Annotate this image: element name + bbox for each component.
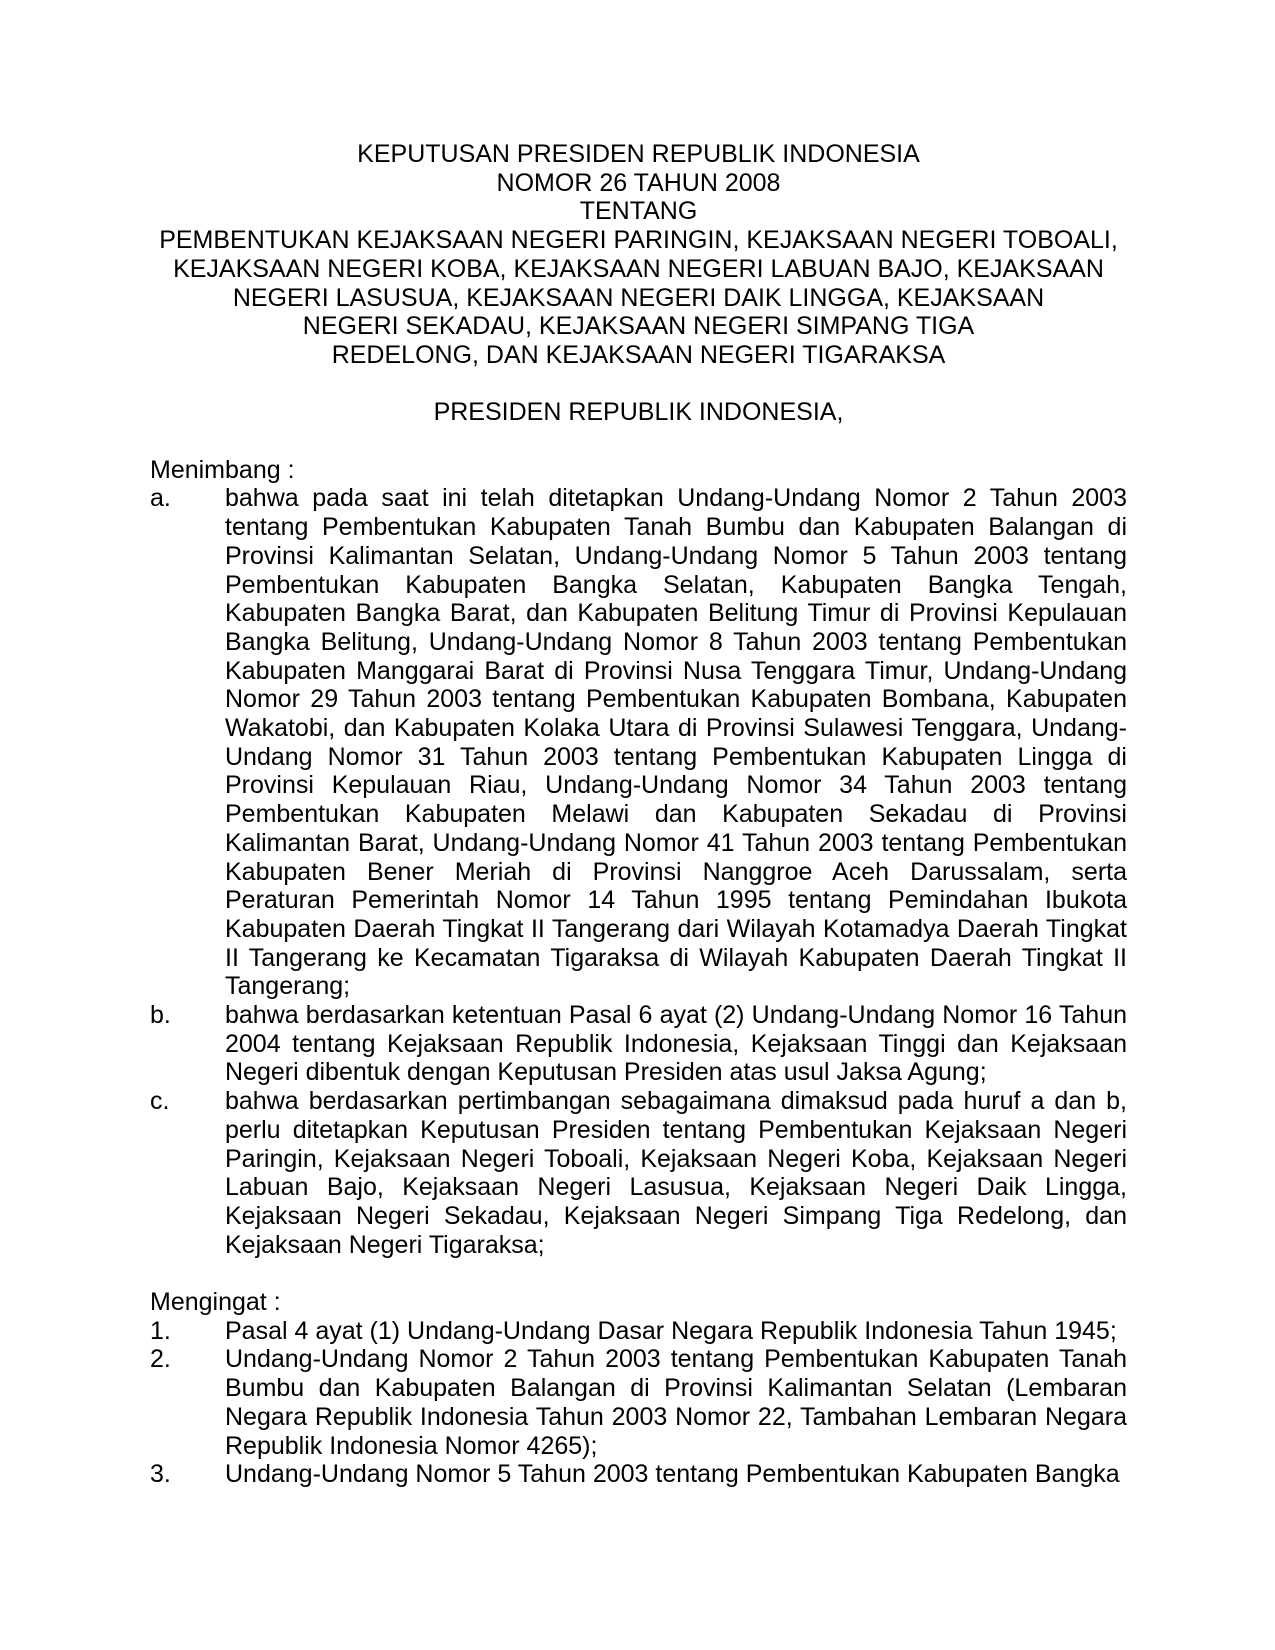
mengingat-item-3 <box>150 1460 1127 1489</box>
mengingat-item-3-marker: 3. <box>150 1460 171 1489</box>
spacer <box>150 1259 1127 1288</box>
mengingat-item-2 <box>150 1345 1127 1460</box>
mengingat-item-1-marker: 1. <box>150 1316 171 1345</box>
document-title <box>150 140 1127 370</box>
title-line-5: KEJAKSAAN NEGERI KOBA, KEJAKSAAN NEGERI LABUAN BAJO, KEJAKSAAN <box>173 254 1104 283</box>
mengingat-item-2-marker: 2. <box>150 1345 171 1374</box>
menimbang-item-c-text: bahwa berdasarkan pertimbangan sebagaimana dimaksud pada huruf a dan b, perlu ditetapkan Keputusan Presiden tentang Pembentukan Kejaksaan Negeri Paringin, Kejaksaan Negeri Toboali, Kejaksaan Negeri Koba, Kejaksaan Negeri Labuan Bajo, Kejaksaan Negeri Lasusua, Kejaksaan Negeri Daik Lingga, Kejaksaan Negeri Sekadau, Kejaksaan Negeri Simpang Tiga Redelong, dan Kejaksaan Negeri Tigaraksa; <box>225 1087 1127 1259</box>
title-line-3: TENTANG <box>579 197 698 226</box>
menimbang-item-a-marker: a. <box>150 484 171 513</box>
menimbang-item-c-marker: c. <box>150 1087 170 1116</box>
spacer <box>150 427 1127 456</box>
title-line-6: NEGERI LASUSUA, KEJAKSAAN NEGERI DAIK LINGGA, KEJAKSAAN <box>232 283 1045 312</box>
menimbang-item-b <box>150 1001 1127 1087</box>
menimbang-item-a <box>150 484 1127 1001</box>
menimbang-item-a-text: bahwa pada saat ini telah ditetapkan Undang-Undang Nomor 2 Tahun 2003 tentang Pembentukan Kabupaten Tanah Bumbu dan Kabupaten Balangan di Provinsi Kalimantan Selatan, Undang-Undang Nomor 5 Tahun 2003 tentang Pembentukan Kabupaten Bangka Selatan, Kabupaten Bangka Tengah, Kabupaten Bangka Barat, dan Kabupaten Belitung Timur di Provinsi Kepulauan Bangka Belitung, Undang-Undang Nomor 8 Tahun 2003 tentang Pembentukan Kabupaten Manggarai Barat di Provinsi Nusa Tenggara Timur, Undang-Undang Nomor 29 Tahun 2003 tentang Pembentukan Kabupaten Bombana, Kabupaten Wakatobi, dan Kabupaten Kolaka Utara di Provinsi Sulawesi Tenggara, Undang-Undang Nomor 31 Tahun 2003 tentang Pembentukan Kabupaten Lingga di Provinsi Kepulauan Riau, Undang-Undang Nomor 34 Tahun 2003 tentang Pembentukan Kabupaten Melawi dan Kabupaten Sekadau di Provinsi Kalimantan Barat, Undang-Undang Nomor 41 Tahun 2003 tentang Pembentukan Kabupaten Bener Meriah di Provinsi Nanggroe Aceh Darussalam, serta Peraturan Pemerintah Nomor 14 Tahun 1995 tentang Pemindahan Ibukota Kabupaten Daerah Tingkat II Tangerang dari Wilayah Kotamadya Daerah Tingkat II Tangerang ke Kecamatan Tigaraksa di Wilayah Kabupaten Daerah Tingkat II Tangerang; <box>225 484 1127 1001</box>
menimbang-label: Menimbang : <box>150 455 295 484</box>
issuer-heading: PRESIDEN REPUBLIK INDONESIA, <box>433 398 844 427</box>
title-line-2: NOMOR 26 TAHUN 2008 <box>496 168 781 197</box>
mengingat-item-3-text: Undang-Undang Nomor 5 Tahun 2003 tentang Pembentukan Kabupaten Bangka <box>225 1460 1120 1489</box>
mengingat-item-1-text: Pasal 4 ayat (1) Undang-Undang Dasar Negara Republik Indonesia Tahun 1945; <box>225 1316 1117 1345</box>
title-line-1: KEPUTUSAN PRESIDEN REPUBLIK INDONESIA <box>357 140 920 168</box>
mengingat-item-2-text: Undang-Undang Nomor 2 Tahun 2003 tentang Pembentukan Kabupaten Tanah Bumbu dan Kabupaten Balangan di Provinsi Kalimantan Selatan (Lembaran Negara Republik Indonesia Tahun 2003 Nomor 22, Tambahan Lembaran Negara Republik Indonesia Nomor 4265); <box>225 1345 1127 1460</box>
menimbang-item-b-marker: b. <box>150 1001 171 1030</box>
mengingat-item-1 <box>150 1317 1127 1346</box>
menimbang-item-b-text: bahwa berdasarkan ketentuan Pasal 6 ayat (2) Undang-Undang Nomor 16 Tahun 2004 tentang Kejaksaan Republik Indonesia, Kejaksaan Tinggi dan Kejaksaan Negeri dibentuk dengan Keputusan Presiden atas usul Jaksa Agung; <box>225 1001 1127 1087</box>
title-line-8: REDELONG, DAN KEJAKSAAN NEGERI TIGARAKSA <box>331 340 946 369</box>
title-line-7: NEGERI SEKADAU, KEJAKSAAN NEGERI SIMPANG TIGA <box>302 312 975 341</box>
spacer <box>150 370 1127 399</box>
title-line-4: PEMBENTUKAN KEJAKSAAN NEGERI PARINGIN, KEJAKSAAN NEGERI TOBOALI, <box>159 226 1118 255</box>
menimbang-item-c <box>150 1087 1127 1259</box>
mengingat-label: Mengingat : <box>150 1288 281 1317</box>
